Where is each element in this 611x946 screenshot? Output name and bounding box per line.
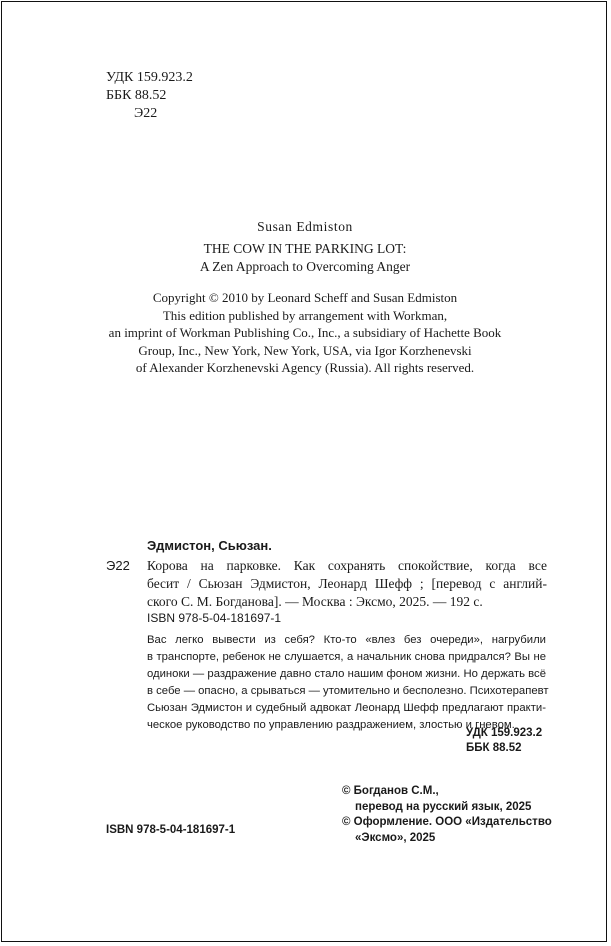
original-title: [60, 240, 550, 276]
udk-code: УДК 159.923.2: [106, 70, 193, 85]
original-title-line2: A Zen Approach to Overcoming Anger: [199, 259, 411, 274]
copyright-line: an imprint of Workman Publishing Co., Inc., a subsidiary of Hachette Book: [108, 325, 502, 340]
annotation-line: в транспорте, ребенок не слушается, а начальник снова придрался? Вы не: [147, 651, 546, 663]
card-author-mark: Э22: [106, 558, 130, 573]
translation-copyright: © Богданов С.М.,: [342, 785, 439, 797]
design-copyright-detail: «Эксмо», 2025: [355, 831, 436, 844]
card-description: [147, 557, 547, 611]
copyright-line: This edition published by arrangement with Workman,: [162, 307, 448, 323]
bbk-code: ББК 88.52: [106, 88, 167, 103]
annotation-line: Вас легко вывести из себя? Кто-то «влез без очереди», нагрубили: [147, 634, 546, 646]
description-line: бесит / Сьюзан Эдмистон, Леонард Шефф ; [перевод с англий-: [147, 576, 547, 591]
annotation-line: одиноки — раздражение давно стало нашим фоном жизни. Но держать всё: [147, 668, 546, 680]
author-mark: Э22: [134, 106, 158, 121]
card-bbk-code: ББК 88.52: [466, 742, 522, 754]
card-classification: [466, 726, 542, 756]
translation-copyright-detail: перевод на русский язык, 2025: [355, 800, 532, 813]
original-title-line1: THE COW IN THE PARKING LOT:: [203, 241, 407, 256]
card-isbn: ISBN 978-5-04-181697-1: [147, 611, 282, 625]
copyright-notice: [60, 289, 550, 377]
card-author: Эдмистон, Сьюзан.: [147, 538, 272, 553]
classification-block: [106, 69, 193, 123]
annotation: [147, 632, 549, 734]
isbn: ISBN 978-5-04-181697-1: [106, 824, 236, 836]
annotation-line: Сьюзан Эдмистон и судебный адвокат Леонард Шефф предлагают практи-: [147, 702, 546, 714]
copyright-line: Copyright © 2010 by Leonard Scheff and Susan Edmiston: [152, 290, 458, 305]
original-author: Susan Edmiston: [257, 219, 353, 234]
card-udk-code: УДК 159.923.2: [466, 727, 543, 739]
annotation-line: в себе — опасно, а срываться — утомительно и бесполезно. Психотерапевт: [147, 685, 549, 697]
copyright-line: of Alexander Korzhenevski Agency (Russia). All rights reserved.: [135, 360, 475, 375]
description-line: Корова на парковке. Как сохранять спокойствие, когда все: [147, 558, 547, 573]
russian-copyright: [342, 784, 552, 846]
design-copyright: © Оформление. ООО «Издательство: [342, 816, 552, 828]
copyright-line: Group, Inc., New York, New York, USA, via Igor Korzhenevski: [138, 342, 472, 358]
description-line: ского С. М. Богданова]. — Москва : Эксмо, 2025. — 192 с.: [147, 594, 483, 609]
annotation-line: ческое руководство по управлению раздражением, злостью и гневом.: [147, 719, 515, 731]
